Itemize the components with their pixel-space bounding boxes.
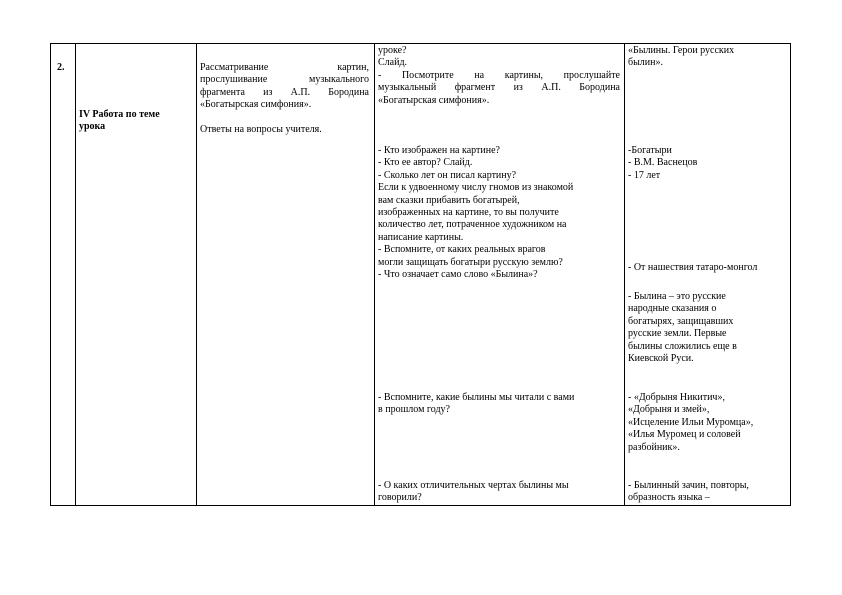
answer-line: «Добрыня и змей», [628,404,710,416]
answer-line: образность языка – [628,492,710,504]
teacher-question-features [378,480,620,505]
answer-line: - Былинный зачин, повторы, [628,480,749,491]
answer-line: - «Добрыня Никитич», [628,392,725,403]
answer-word [628,291,788,365]
riddle-line: Если к удвоенному числу гномов из знакомой [378,182,574,194]
answers-top [628,45,788,70]
column-divider [624,44,625,505]
answer-line: народные сказания о [628,303,717,315]
teacher-line: уроке? [378,45,407,56]
riddle-line: вам сказки прибавить богатырей, [378,194,520,206]
answer-line: богатырях, защищавших [628,315,734,327]
student-activity [200,62,369,136]
question-line: - Кто ее автор? Слайд. [378,157,473,169]
teacher-line: Слайд. [378,57,408,69]
stage-title-line: урока [79,121,106,133]
riddle-line: изображенных на картине, то вы получите [378,207,559,219]
row-number: 2. [57,62,65,73]
answer-line: «Илья Муромец и соловей [628,429,741,441]
answer-line: «Былины. Герои русских [628,45,735,56]
answers-group [628,145,788,182]
activity-answers: Ответы на вопросы учителя. [200,123,322,135]
answer-read [628,392,788,454]
answer-line: - Былина – это русские [628,291,726,302]
activity-line: «Богатырская симфония». [200,99,312,111]
activity-line: прослушивание музыкального [200,74,369,86]
column-divider [75,44,76,505]
question-line: - Вспомните, от каких реальных врагов [378,244,546,256]
answer-line: русские земли. Первые [628,328,727,340]
riddle-line: написание картины. [378,231,464,243]
activity-line: фрагмента из А.П. Бородина [200,86,369,98]
column-divider [196,44,197,505]
answer-line: Киевской Руси. [628,353,694,365]
stage-title [79,109,191,134]
teacher-line: «Богатырская симфония». [378,94,490,106]
teacher-activity-top [378,45,620,107]
question-line: - О каких отличительных чертах былины мы [378,480,569,491]
teacher-line: - Посмотрите на картины, прослушайте [378,69,620,81]
question-line: говорили? [378,492,422,504]
answer-line: - От нашествия татаро-монгол [628,262,758,273]
question-line: - Вспомните, какие былины мы читали с вами [378,392,575,403]
answer-line: былин». [628,57,663,69]
answer-enemies [628,262,788,274]
answer-line: былины сложились еще в [628,340,737,352]
column-divider [374,44,375,505]
question-line: могли защищать богатыри русскую землю? [378,256,563,268]
question-line: - Сколько лет он писал картину? [378,169,517,181]
answer-line: -Богатыри [628,145,672,156]
answer-line: разбойник». [628,441,680,453]
answer-line: «Исцеление Ильи Муромца», [628,416,754,428]
teacher-line: музыкальный фрагмент из А.П. Бородина [378,82,620,94]
stage-title-line: IV Работа по теме [79,109,160,120]
teacher-questions [378,145,620,281]
question-line: в прошлом году? [378,404,450,416]
activity-line: Рассматривание картин, [200,62,369,73]
answer-line: - В.М. Васнецов [628,157,698,169]
riddle-line: количество лет, потраченное художником на [378,219,567,231]
answer-features [628,480,788,505]
teacher-question-read [378,392,620,417]
question-line: - Что означает само слово «Былина»? [378,269,538,281]
question-line: - Кто изображен на картине? [378,145,500,156]
answer-line: - 17 лет [628,169,661,181]
